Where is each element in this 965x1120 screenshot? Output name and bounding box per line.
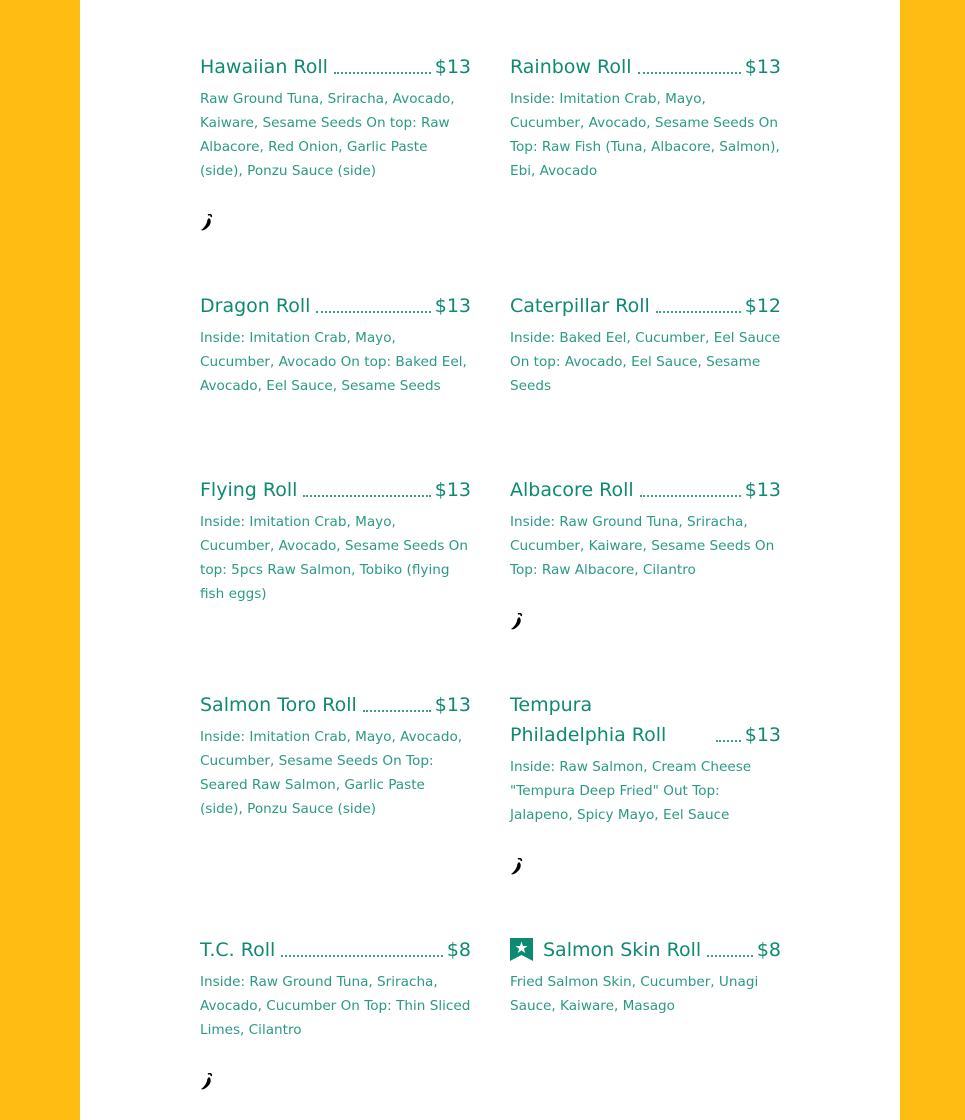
item-price: $13	[434, 479, 471, 501]
menu-item-salmon-toro-roll	[200, 690, 471, 821]
item-price: $13	[434, 694, 471, 716]
chili-pepper-icon	[510, 613, 524, 631]
item-name: T.C. Roll	[200, 939, 276, 961]
item-price: $13	[744, 724, 781, 746]
chili-pepper-icon	[200, 1073, 214, 1091]
item-name: Hawaiian Roll	[200, 56, 328, 78]
item-description: Inside: Baked Eel, Cucumber, Eel Sauce On top: Avocado, Eel Sauce, Sesame Seeds	[510, 330, 781, 394]
leader-dots	[640, 494, 741, 497]
item-name: Rainbow Roll	[510, 56, 632, 78]
item-name: Salmon Toro Roll	[200, 694, 357, 716]
item-price: $13	[744, 479, 781, 501]
item-name: Albacore Roll	[510, 479, 634, 501]
leader-dots	[716, 739, 741, 742]
leader-dots	[638, 71, 741, 74]
leader-dots	[363, 709, 431, 712]
star-badge-icon	[510, 938, 533, 961]
chili-pepper-icon	[200, 214, 214, 232]
leader-dots	[281, 954, 443, 957]
leader-dots	[656, 310, 741, 313]
item-description: Inside: Imitation Crab, Mayo, Cucumber, Avocado, Sesame Seeds On top: 5pcs Raw Salmon, Tobiko (flying fish eggs)	[200, 514, 468, 602]
menu-item-albacore-roll	[510, 475, 781, 582]
menu-item-caterpillar-roll	[510, 291, 781, 398]
menu-item-rainbow-roll	[510, 52, 781, 183]
item-description: Inside: Imitation Crab, Mayo, Cucumber, Avocado, Sesame Seeds On Top: Raw Fish (Tuna, Albacore, Salmon), Ebi, Avocado	[510, 91, 780, 179]
menu-item-salmon-skin-roll	[510, 935, 781, 1018]
menu-item-tempura-philadelphia-roll	[510, 690, 781, 827]
item-price: $8	[756, 939, 781, 961]
leader-dots	[334, 71, 431, 74]
item-description: Raw Ground Tuna, Sriracha, Avocado, Kaiware, Sesame Seeds On top: Raw Albacore, Red Onion, Garlic Paste (side), Ponzu Sauce (side)	[200, 91, 455, 179]
leader-dots	[303, 494, 430, 497]
item-price: $12	[744, 295, 781, 317]
item-name: Flying Roll	[200, 479, 298, 501]
item-description: Inside: Imitation Crab, Mayo, Cucumber, Avocado On top: Baked Eel, Avocado, Eel Sauce, Sesame Seeds	[200, 330, 467, 394]
item-description: Fried Salmon Skin, Cucumber, Unagi Sauce, Kaiware, Masago	[510, 974, 759, 1014]
item-name: Dragon Roll	[200, 295, 311, 317]
menu-item-dragon-roll	[200, 291, 471, 398]
menu-item-hawaiian-roll	[200, 52, 471, 183]
item-name: Caterpillar Roll	[510, 295, 650, 317]
item-description: Inside: Raw Salmon, Cream Cheese "Tempura Deep Fried" Out Top: Jalapeno, Spicy Mayo, Eel Sauce	[510, 759, 752, 823]
menu-sheet	[80, 0, 900, 1120]
item-name: Tempura Philadelphia Roll	[510, 694, 667, 746]
item-description: Inside: Imitation Crab, Mayo, Avocado, Cucumber, Sesame Seeds On Top: Seared Raw Salmon, Garlic Paste (side), Ponzu Sauce (side)	[200, 729, 463, 817]
item-price: $8	[446, 939, 471, 961]
chili-pepper-icon	[510, 858, 524, 876]
leader-dots	[707, 954, 753, 957]
item-price: $13	[744, 56, 781, 78]
menu-item-tc-roll	[200, 935, 471, 1042]
item-description: Inside: Raw Ground Tuna, Sriracha, Avocado, Cucumber On Top: Thin Sliced Limes, Cilantro	[200, 974, 471, 1038]
item-price: $13	[434, 56, 471, 78]
item-price: $13	[434, 295, 471, 317]
menu-item-flying-roll	[200, 475, 471, 606]
leader-dots	[316, 310, 430, 313]
item-name: Salmon Skin Roll	[543, 939, 702, 961]
item-description: Inside: Raw Ground Tuna, Sriracha, Cucumber, Kaiware, Sesame Seeds On Top: Raw Albacore, Cilantro	[510, 514, 775, 578]
